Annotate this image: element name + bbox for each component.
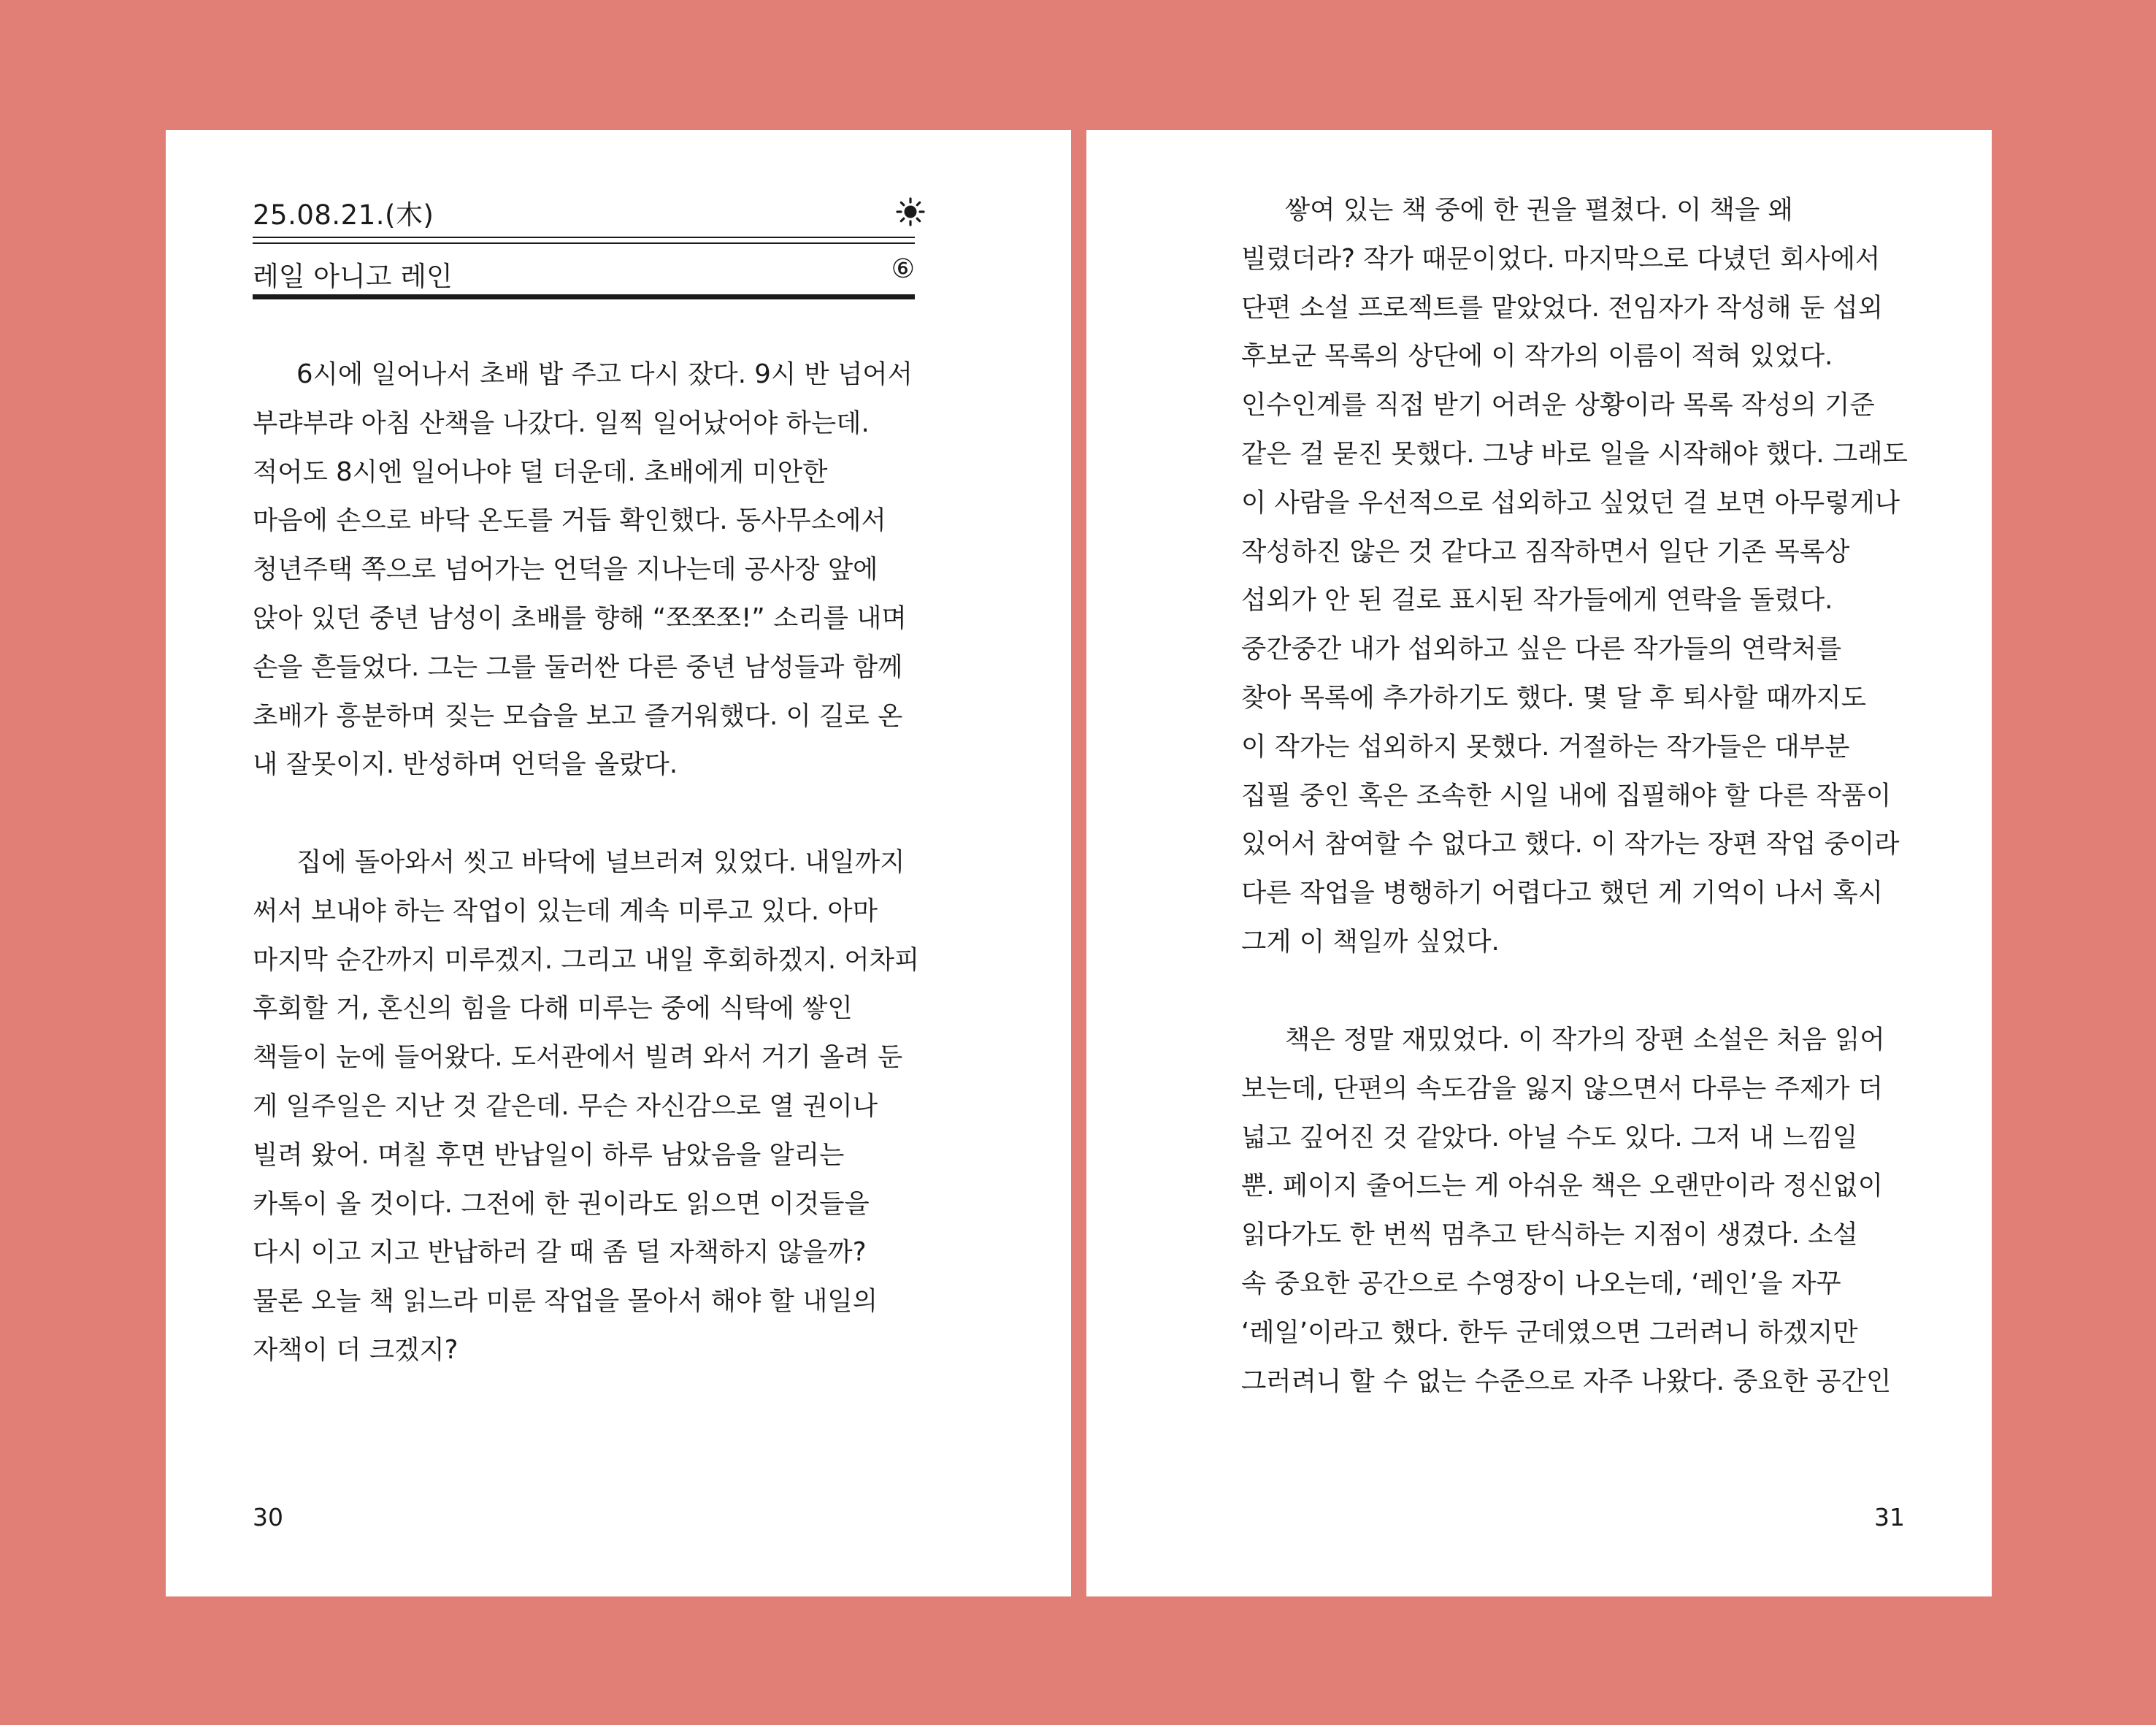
text-line: 중간중간 내가 섭외하고 싶은 다른 작가들의 연락처를 bbox=[1241, 634, 1842, 665]
text-line: 작성하진 않은 것 같다고 짐작하면서 일단 기존 목록상 bbox=[1241, 536, 1850, 567]
text-line: 빌려 왔어. 며칠 후면 반납일이 하루 남았음을 알리는 bbox=[253, 1139, 845, 1170]
text-line: 찾아 목록에 추가하기도 했다. 몇 달 후 퇴사할 때까지도 bbox=[1241, 682, 1867, 713]
text-line: 적어도 8시엔 일어나야 덜 더운데. 초배에게 미안한 bbox=[253, 456, 828, 487]
text-line: 부랴부랴 아침 산책을 나갔다. 일찍 일어났어야 하는데. bbox=[253, 408, 870, 438]
text-line: 뿐. 페이지 줄어드는 게 아쉬운 책은 오랜만이라 정신없이 bbox=[1241, 1171, 1884, 1201]
page-number-left: 30 bbox=[253, 1503, 283, 1531]
text-line: 마음에 손으로 바닥 온도를 거듭 확인했다. 동사무소에서 bbox=[253, 505, 886, 536]
text-line: 써서 보내야 하는 작업이 있는데 계속 미루고 있다. 아마 bbox=[253, 895, 878, 926]
text-line: 넓고 깊어진 것 같았다. 아닐 수도 있다. 그저 내 느낌일 bbox=[1241, 1122, 1858, 1152]
text-line: 앉아 있던 중년 남성이 초배를 향해 “쪼쪼쪼!” 소리를 내며 bbox=[253, 603, 907, 633]
text-line: 6시에 일어나서 초배 밥 주고 다시 잤다. 9시 반 넘어서 bbox=[296, 359, 913, 389]
page-number-right: 31 bbox=[1874, 1503, 1905, 1531]
text-line: 후보군 목록의 상단에 이 작가의 이름이 적혀 있었다. bbox=[1241, 341, 1833, 372]
text-line: 있어서 참여할 수 없다고 했다. 이 작가는 장편 작업 중이라 bbox=[1241, 829, 1900, 860]
text-line: 초배가 흥분하며 짖는 모습을 보고 즐거워했다. 이 길로 온 bbox=[253, 700, 903, 731]
text-line: 인수인계를 직접 받기 어려운 상황이라 목록 작성의 기준 bbox=[1241, 390, 1875, 421]
text-line: 손을 흔들었다. 그는 그를 둘러싼 다른 중년 남성들과 함께 bbox=[253, 651, 903, 682]
sun-icon bbox=[896, 197, 925, 226]
header-rule-bottom bbox=[253, 242, 915, 244]
right-page bbox=[1086, 130, 1992, 1596]
paragraph bbox=[253, 351, 915, 789]
text-line: 보는데, 단편의 속도감을 잃지 않으면서 다루는 주제가 더 bbox=[1241, 1073, 1884, 1104]
paragraph bbox=[1241, 186, 1920, 967]
text-line: 같은 걸 묻진 못했다. 그냥 바로 일을 시작해야 했다. 그래도 bbox=[1241, 438, 1908, 469]
text-line: 집필 중인 혹은 조속한 시일 내에 집필해야 할 다른 작품이 bbox=[1241, 780, 1892, 811]
text-line: 게 일주일은 지난 것 같은데. 무슨 자신감으로 열 권이나 bbox=[253, 1090, 878, 1121]
text-line: 그러려니 할 수 없는 수준으로 자주 나왔다. 중요한 공간인 bbox=[1241, 1366, 1892, 1396]
paragraph bbox=[1241, 1016, 1920, 1406]
left-page bbox=[166, 130, 1071, 1596]
text-line: 청년주택 쪽으로 넘어가는 언덕을 지나는데 공사장 앞에 bbox=[253, 554, 878, 585]
text-line: 카톡이 올 것이다. 그전에 한 권이라도 읽으면 이것들을 bbox=[253, 1188, 870, 1219]
text-line: 책들이 눈에 들어왔다. 도서관에서 빌려 와서 거기 올려 둔 bbox=[253, 1042, 903, 1073]
header-rule-top bbox=[253, 237, 915, 238]
text-line: 읽다가도 한 번씩 멈추고 탄식하는 지점이 생겼다. 소설 bbox=[1241, 1220, 1858, 1250]
text-line: 쌓여 있는 책 중에 한 권을 펼쳤다. 이 책을 왜 bbox=[1285, 195, 1793, 225]
text-line: 내 잘못이지. 반성하며 언덕을 올랐다. bbox=[253, 749, 678, 780]
text-line: ‘레일’이라고 했다. 한두 군데였으면 그러려니 하겠지만 bbox=[1241, 1317, 1858, 1347]
text-line: 다른 작업을 병행하기 어렵다고 했던 게 기억이 나서 혹시 bbox=[1241, 878, 1884, 909]
text-line: 후회할 거, 혼신의 힘을 다해 미루는 중에 식탁에 쌓인 bbox=[253, 993, 853, 1024]
text-line: 마지막 순간까지 미루겠지. 그리고 내일 후회하겠지. 어차피 bbox=[253, 944, 920, 975]
diary-date: 25.08.21.(木) bbox=[253, 199, 434, 231]
text-line: 자책이 더 크겠지? bbox=[253, 1334, 459, 1365]
text-line: 이 사람을 우선적으로 섭외하고 싶었던 걸 보면 아무렇게나 bbox=[1241, 487, 1900, 518]
text-line: 물론 오늘 책 읽느라 미룬 작업을 몰아서 해야 할 내일의 bbox=[253, 1286, 878, 1317]
text-line: 이 작가는 섭외하지 못했다. 거절하는 작가들은 대부분 bbox=[1241, 731, 1850, 762]
paragraph bbox=[253, 838, 920, 1375]
header-rule-thick bbox=[253, 294, 915, 299]
entry-title: 레일 아니고 레인 bbox=[253, 261, 453, 292]
text-line: 집에 돌아와서 씻고 바닥에 널브러져 있었다. 내일까지 bbox=[296, 847, 905, 877]
text-line: 책은 정말 재밌었다. 이 작가의 장편 소설은 처음 읽어 bbox=[1285, 1025, 1885, 1055]
text-line: 단편 소설 프로젝트를 맡았었다. 전임자가 작성해 둔 섭외 bbox=[1241, 292, 1884, 323]
episode-number: ⑥ bbox=[891, 254, 915, 284]
text-line: 섭외가 안 된 걸로 표시된 작가들에게 연락을 돌렸다. bbox=[1241, 585, 1833, 616]
text-line: 그게 이 책일까 싶었다. bbox=[1241, 926, 1500, 957]
text-line: 다시 이고 지고 반납하러 갈 때 좀 덜 자책하지 않을까? bbox=[253, 1237, 867, 1268]
text-line: 속 중요한 공간으로 수영장이 나오는데, ‘레인’을 자꾸 bbox=[1241, 1268, 1841, 1298]
text-line: 빌렸더라? 작가 때문이었다. 마지막으로 다녔던 회사에서 bbox=[1241, 243, 1881, 274]
